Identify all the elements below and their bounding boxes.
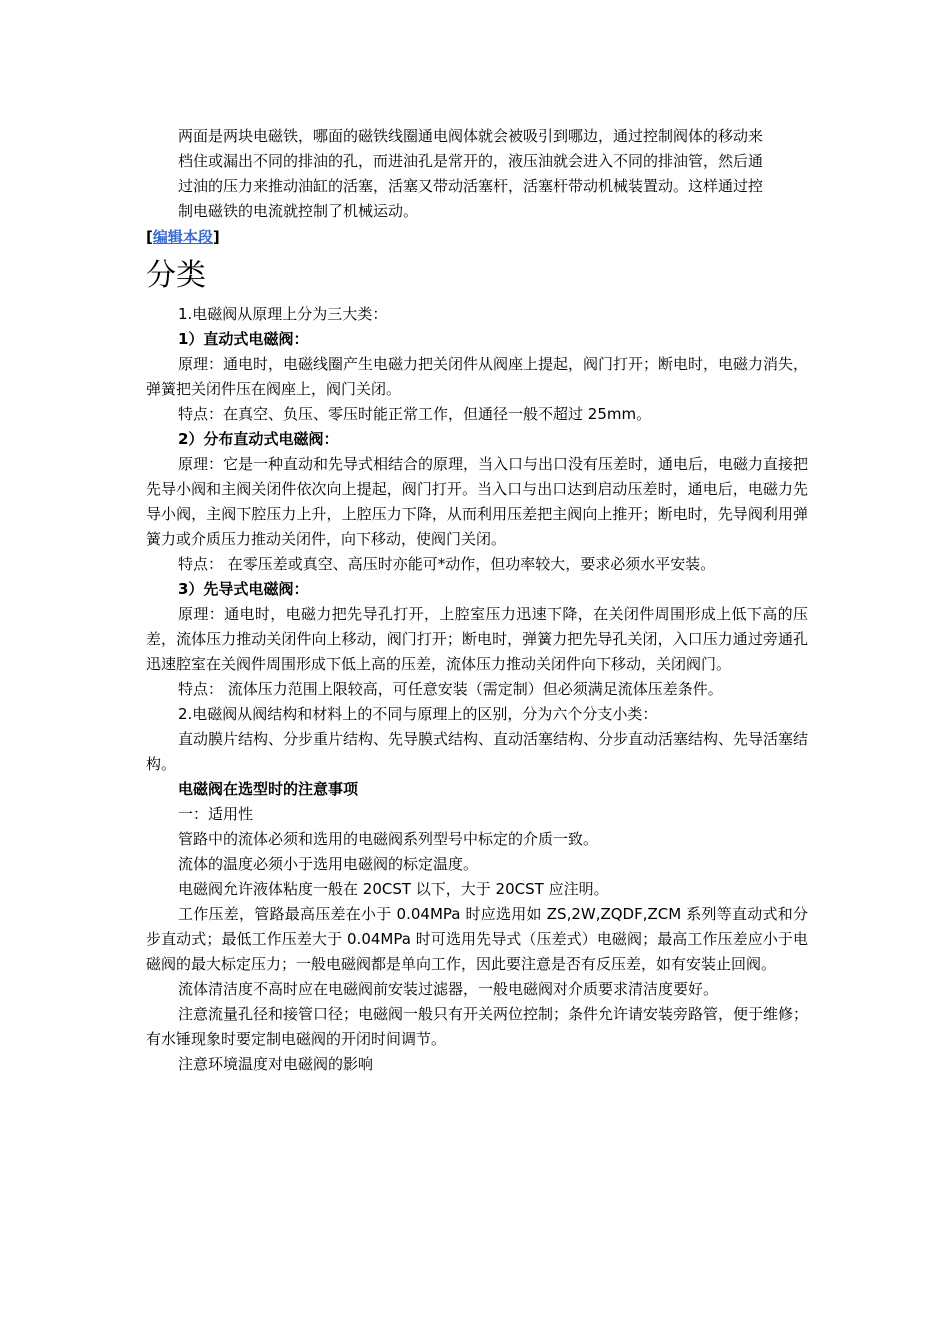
paragraph: 工作压差，管路最高压差在小于 0.04MPa 时应选用如 ZS,2W,ZQDF,ZCM 系列等直动式和分步直动式；最低工作压差大于 0.04MPa 时可选用先导式（压差式）电磁阀；最高工作压差应小于电磁阀的最大标定压力；一般电磁阀都是单向工作，因此要注意是否有反压差，如有安装止回阀。 [146,905,808,973]
paragraph: 一：适用性 [178,805,254,823]
edit-bracket-open: [ [146,228,153,246]
intro-line: 过油的压力来推动油缸的活塞，活塞又带动活塞杆，活塞杆带动机械装置动。这样通过控 [178,177,764,195]
edit-section-link[interactable]: 编辑本段 [152,228,213,246]
paragraph: 注意环境温度对电磁阀的影响 [178,1055,374,1073]
paragraph: 流体清洁度不高时应在电磁阀前安装过滤器，一般电磁阀对介质要求清洁度要好。 [178,980,719,998]
paragraph: 电磁阀允许液体粘度一般在 20CST 以下，大于 20CST 应注明。 [178,880,609,898]
intro-line: 制电磁铁的电流就控制了机械运动。 [178,202,419,220]
paragraph: 直动膜片结构、分步重片结构、先导膜式结构、直动活塞结构、分步直动活塞结构、先导活塞结构。 [146,730,809,773]
subheading: 2）分布直动式电磁阀： [178,430,339,448]
paragraph: 原理：通电时，电磁线圈产生电磁力把关闭件从阀座上提起，阀门打开；断电时，电磁力消失，弹簧把关闭件压在阀座上，阀门关闭。 [146,355,809,398]
paragraph: 注意流量孔径和接管口径；电磁阀一般只有开关两位控制；条件允许请安装旁路管，便于维修；有水锤现象时要定制电磁阀的开闭时间调节。 [146,1005,809,1048]
subheading: 3）先导式电磁阀： [178,580,309,598]
intro-line: 档住或漏出不同的排油的孔，而进油孔是常开的，液压油就会进入不同的排油管，然后通 [178,152,764,170]
subheading: 电磁阀在选型时的注意事项 [178,780,359,798]
paragraph: 特点： 流体压力范围上限较高，可任意安装（需定制）但必须满足流体压差条件。 [178,680,723,698]
paragraph: 流体的温度必须小于选用电磁阀的标定温度。 [178,855,479,873]
subheading: 1）直动式电磁阀： [178,330,309,348]
edit-bracket-close: ] [212,228,220,246]
paragraph: 2.电磁阀从阀结构和材料上的不同与原理上的区别，分为六个分支小类： [178,705,658,723]
paragraph: 原理：通电时，电磁力把先导孔打开，上腔室压力迅速下降，在关闭件周围形成上低下高的压差，流体压力推动关闭件向上移动，阀门打开；断电时，弹簧力把先导孔关闭，入口压力通过旁通孔迅速腔室在关阀件周围形成下低上高的压差，流体压力推动关闭件向下移动，关闭阀门。 [146,605,808,673]
paragraph: 管路中的流体必须和选用的电磁阀系列型号中标定的介质一致。 [178,830,599,848]
body-text [146,302,808,1077]
section-title: 分类 [146,258,206,293]
intro-line: 两面是两块电磁铁，哪面的磁铁线圈通电阀体就会被吸引到哪边，通过控制阀体的移动来 [178,127,764,145]
paragraph: 特点：在真空、负压、零压时能正常工作，但通径一般不超过 25mm。 [178,405,652,423]
document-page [146,124,808,1077]
edit-section [146,225,808,250]
paragraph: 1.电磁阀从原理上分为三大类： [178,305,388,323]
paragraph: 原理：它是一种直动和先导式相结合的原理，当入口与出口没有压差时，通电后，电磁力直接把先导小阀和主阀关闭件依次向上提起，阀门打开。当入口与出口达到启动压差时，通电后，电磁力先导小阀，主阀下腔压力上升，上腔压力下降，从而利用压差把主阀向上推开；断电时，先导阀利用弹簧力或介质压力推动关闭件，向下移动，使阀门关闭。 [146,455,809,548]
paragraph: 特点： 在零压差或真空、高压时亦能可*动作，但功率较大，要求必须水平安装。 [178,555,716,573]
